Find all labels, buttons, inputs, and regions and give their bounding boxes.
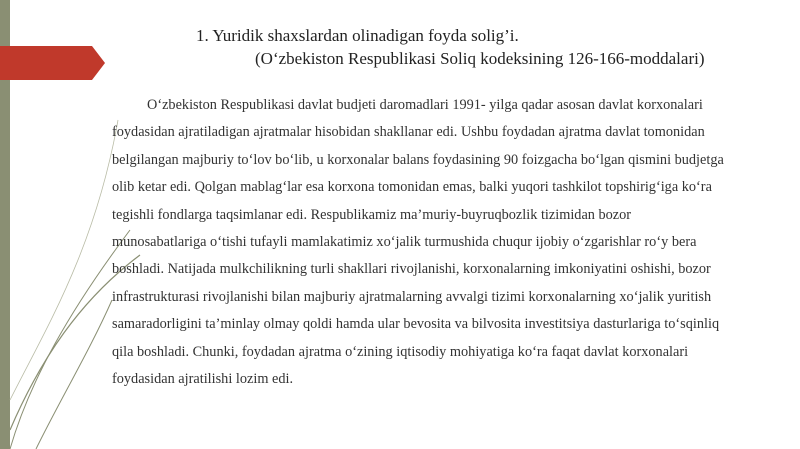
red-arrow-tab <box>0 46 105 80</box>
paragraph-line: boshladi. Natijada mulkchilikning turli shakllari rivojlanishi, korxonalarning imkoniyatini oshishi, bozor <box>112 261 711 278</box>
paragraph-line: foydasidan ajratiladigan ajratmalar hisobidan shakllanar edi. Ushbu foydadan ajratma davlat tomonidan <box>112 124 705 141</box>
slide-title: 1. Yuridik shaxslardan olinadigan foyda solig’i. <box>196 26 519 45</box>
paragraph-line: tegishli fondlarga taqsimlanar edi. Respublikamiz ma’muriy-buyruqbozlik tizimidan bozor <box>112 206 632 223</box>
paragraph-line: munosabatlariga o‘tishi tufayli mamlakatimiz xo‘jalik turmushida chuqur ijobiy o‘zgarishlar ro‘y bera <box>112 234 697 251</box>
slide-subtitle: (O‘zbekiston Respublikasi Soliq kodeksining 126-166-moddalari) <box>255 49 705 68</box>
paragraph-line: olib ketar edi. Qolgan mablag‘lar esa korxona tomonidan emas, balki yuqori tashkilot topshirig‘iga ko‘ra <box>112 179 712 196</box>
paragraph-line: O‘zbekiston Respublikasi davlat budjeti daromadlari 1991- yilga qadar asosan davlat korxonalari <box>147 97 703 113</box>
paragraph-line: foydasidan ajratilishi lozim edi. <box>112 371 294 388</box>
paragraph-line: belgilangan majburiy to‘lov bo‘lib, u korxonalar balans foydasining 90 foizgacha bo‘lgan qismini budjetga <box>112 151 724 168</box>
paragraph-line: samaradorligini ta’minlay olmay qoldi hamda ular bevosita va bilvosita investitsiya dasturlariga to‘sqinliq <box>112 316 720 333</box>
paragraph-line: infrastrukturasi rivojlanishi bilan majburiy ajratmalarning avvalgi tizimi korxonalarning xo‘jalik yuritish <box>112 288 712 305</box>
body-paragraph <box>112 92 764 393</box>
paragraph-line: qila boshladi. Chunki, foydadan ajratma o‘zining iqtisodiy mohiyatiga ko‘ra faqat davlat korxonalari <box>112 343 689 360</box>
